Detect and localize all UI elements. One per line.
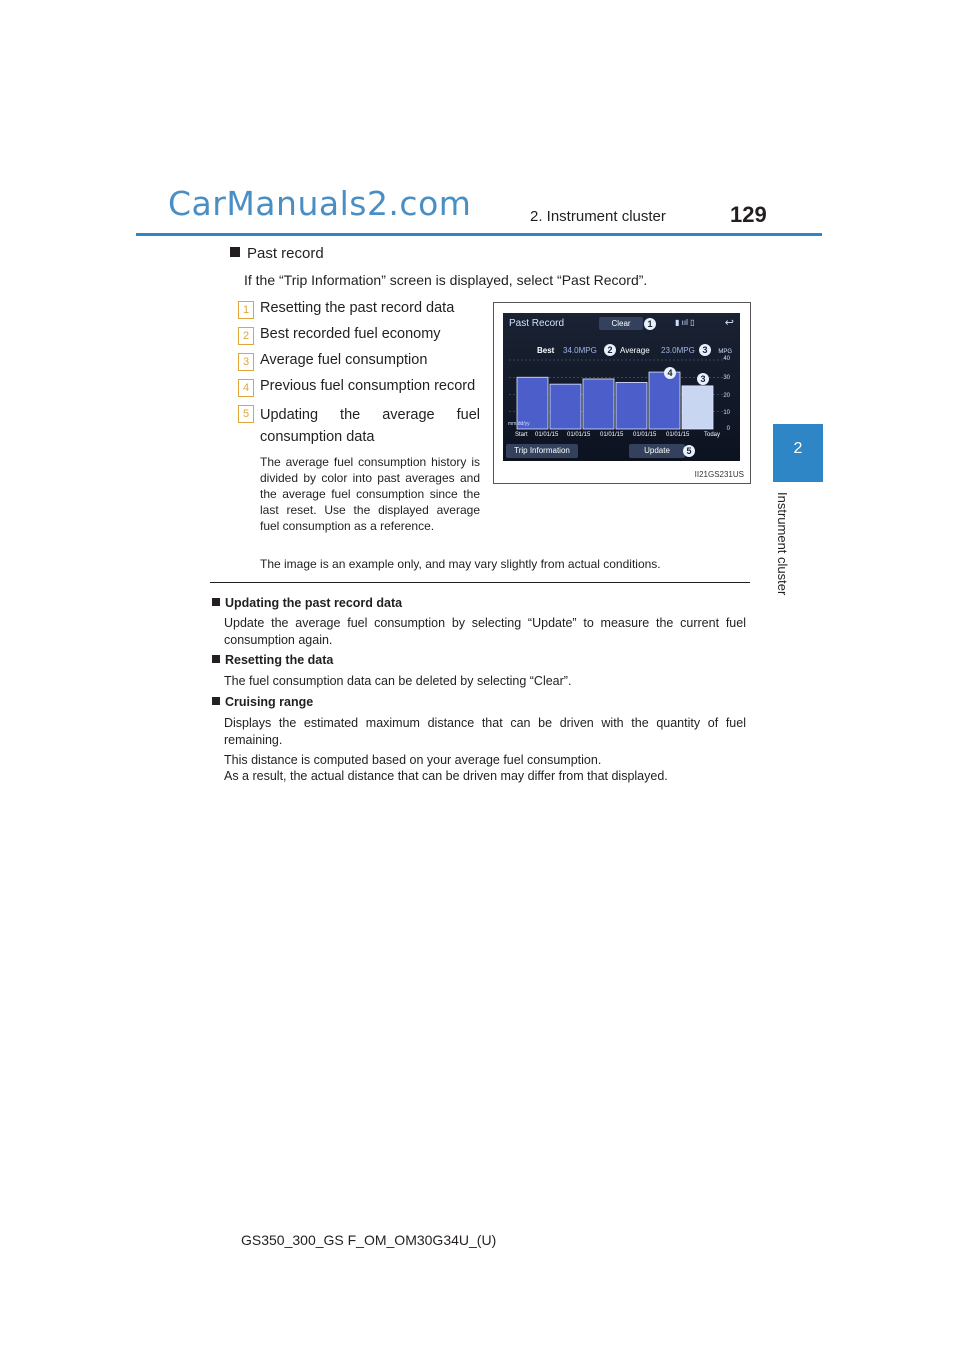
number-badge: 1: [238, 301, 254, 319]
list-item-text: Previous fuel consumption record: [260, 378, 476, 394]
chapter-tab-label: [776, 492, 790, 608]
header-rule: [136, 233, 822, 236]
subsection-body: As a result, the actual distance that can be driven may differ from that displayed.: [224, 769, 668, 783]
best-value: 34.0MPG: [563, 346, 597, 355]
number-badge: 4: [238, 379, 254, 397]
status-icons: ▮ ııl ▯: [675, 318, 695, 327]
date-label: 01/01/15: [600, 432, 624, 438]
list-item-text: Average fuel consumption: [260, 352, 428, 368]
back-icon[interactable]: ↩: [724, 317, 734, 329]
heading-square-icon: [212, 655, 220, 663]
subsection-body: Displays the estimated maximum distance that can be driven with the quantity of fuel remaining.: [224, 716, 746, 747]
callout-marker: 2: [604, 344, 616, 356]
fuel-history-chart: [503, 313, 740, 461]
fuel-bar: [649, 372, 680, 429]
fuel-bar: [616, 382, 647, 429]
y-tick: 10: [723, 410, 730, 416]
clear-button[interactable]: Clear: [599, 317, 643, 330]
heading-square-icon: [230, 247, 240, 257]
past-record-screenshot: [493, 302, 751, 484]
subsection-heading-text: Cruising range: [225, 695, 314, 709]
average-value: 23.0MPG: [661, 346, 695, 355]
y-tick: 20: [723, 393, 730, 399]
callout-marker: 3: [697, 373, 709, 385]
document-code-footer: GS350_300_GS F_OM_OM30G34U_(U): [241, 1232, 497, 1248]
section-rule: [210, 582, 750, 583]
number-badge: 5: [238, 405, 254, 423]
y-tick: 0: [726, 426, 730, 432]
display-screen: [503, 313, 740, 461]
page-number: 129: [730, 202, 767, 227]
callout-marker: 1: [644, 318, 656, 330]
callout-marker: 3: [699, 344, 711, 356]
list-item-text: Best recorded fuel economy: [260, 326, 441, 342]
subsection-body: This distance is computed based on your average fuel consumption.: [224, 753, 602, 767]
fuel-bar: [682, 386, 713, 429]
unit-label: MPG: [718, 349, 732, 355]
section-heading-past-record: [230, 245, 324, 262]
update-button[interactable]: Update: [629, 444, 685, 458]
intro-text: If the “Trip Information” screen is displayed, select “Past Record”.: [244, 272, 648, 288]
best-label: Best: [537, 346, 555, 355]
date-label: Today: [704, 432, 721, 438]
date-label: 01/01/15: [535, 432, 559, 438]
date-label: Start: [515, 432, 528, 438]
fuel-bar: [583, 379, 614, 429]
chapter-title: 2. Instrument cluster: [530, 208, 666, 225]
subsection-heading: [212, 596, 402, 610]
date-label: 01/01/15: [633, 432, 657, 438]
date-label: 01/01/15: [666, 432, 690, 438]
chapter-tab: 2: [773, 424, 823, 482]
heading-square-icon: [212, 697, 220, 705]
screen-title: Past Record: [509, 318, 565, 329]
average-label: Average: [620, 346, 650, 355]
fuel-bar: [550, 384, 581, 429]
date-label: 01/01/15: [567, 432, 591, 438]
subsection-heading: [212, 653, 333, 667]
image-id: II21GS231US: [694, 470, 744, 479]
note-text: The average fuel consumption history is divided by color into past averages and the average fuel consumption since the last reset. Use the displayed average fuel consumption as a reference.: [260, 455, 480, 533]
callout-marker: 5: [683, 445, 695, 457]
number-badge: 2: [238, 327, 254, 345]
subsection-body: Update the average fuel consumption by selecting “Update” to measure the current fuel consumption again.: [224, 616, 746, 647]
date-format-label: mm/dd/yy: [508, 421, 530, 427]
list-item-text: Resetting the past record data: [260, 300, 455, 316]
subsection-body: The fuel consumption data can be deleted by selecting “Clear”.: [224, 674, 572, 688]
callout-marker: 4: [664, 367, 676, 379]
section-heading-text: Past record: [247, 245, 324, 262]
subsection-heading-text: Updating the past record data: [225, 596, 403, 610]
list-item-text: Updating the average fuel consumption data: [260, 407, 480, 445]
y-tick: 30: [723, 375, 730, 381]
watermark-logo: CarManuals2.com: [168, 184, 472, 223]
subsection-heading: [212, 695, 313, 709]
subsection-heading-text: Resetting the data: [225, 653, 334, 667]
number-badge: 3: [238, 353, 254, 371]
chapter-tab-label-text: Instrument cluster: [775, 492, 790, 596]
heading-square-icon: [212, 598, 220, 606]
y-tick: 40: [723, 356, 730, 362]
image-disclaimer: The image is an example only, and may vary slightly from actual conditions.: [260, 557, 661, 571]
trip-information-button[interactable]: Trip Information: [506, 444, 578, 458]
